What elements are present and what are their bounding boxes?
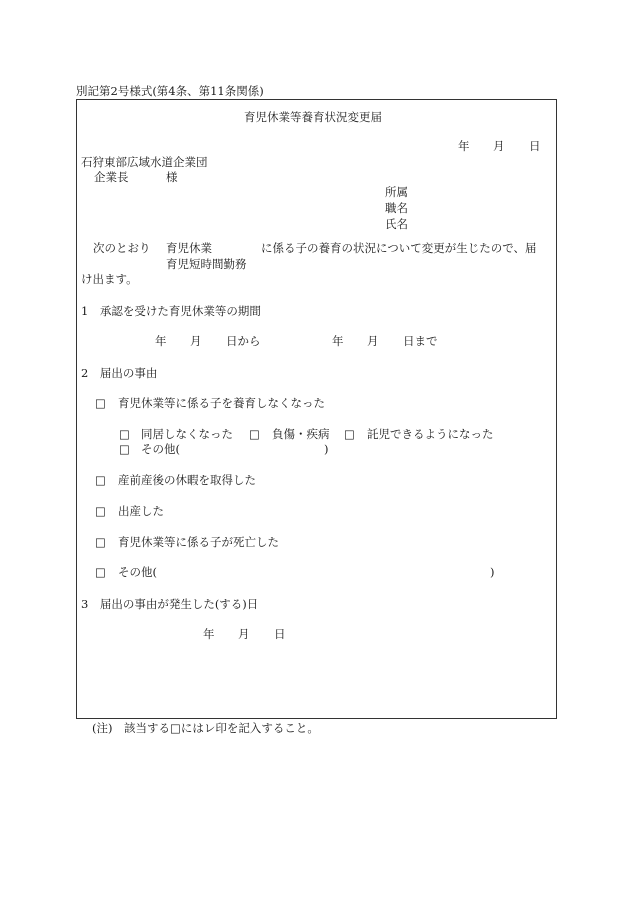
sub-reason-other-close: ) bbox=[324, 442, 329, 456]
date-day: 日 bbox=[529, 139, 541, 153]
checkbox-sub-injury[interactable]: □ bbox=[249, 427, 260, 441]
occurrence-day: 日 bbox=[274, 627, 286, 641]
reason-3-label: 出産した bbox=[118, 504, 164, 518]
reason-4-label: 育児休業等に係る子が死亡した bbox=[118, 535, 279, 549]
applicant-dept-label: 所属 bbox=[385, 185, 408, 199]
checkbox-sub-daycare[interactable]: □ bbox=[344, 427, 355, 441]
applicant-job-label: 職名 bbox=[385, 201, 408, 215]
checkbox-reason-2[interactable]: □ bbox=[95, 473, 106, 487]
intro-option-leave: 育児休業 bbox=[166, 241, 212, 255]
recipient-org: 石狩東部広域水道企業団 bbox=[81, 155, 208, 169]
checkbox-reason-3[interactable]: □ bbox=[95, 504, 106, 518]
checkbox-reason-1[interactable]: □ bbox=[95, 396, 106, 410]
occurrence-month: 月 bbox=[238, 627, 250, 641]
checkbox-reason-other[interactable]: □ bbox=[95, 565, 106, 579]
form-title: 育児休業等養育状況変更届 bbox=[244, 110, 382, 124]
section3-heading: 3 届出の事由が発生した(する)日 bbox=[81, 597, 259, 611]
sub-reason-injury: 負傷・疾病 bbox=[272, 427, 330, 441]
applicant-name-label: 氏名 bbox=[385, 217, 408, 231]
section2-heading: 2 届出の事由 bbox=[81, 366, 158, 380]
section1-heading: 1 承認を受けた育児休業等の期間 bbox=[81, 304, 261, 318]
reason-other-label: その他( bbox=[118, 565, 157, 579]
intro-text-1: 次のとおり bbox=[93, 241, 151, 255]
sub-reason-cohabit: 同居しなくなった bbox=[141, 427, 233, 441]
form-number-label: 別記第2号様式(第4条、第11条関係) bbox=[76, 84, 264, 98]
checkbox-sub-other[interactable]: □ bbox=[119, 442, 130, 456]
reason-1-label: 育児休業等に係る子を養育しなくなった bbox=[118, 396, 325, 410]
sub-reason-other: その他( bbox=[141, 442, 180, 456]
sub-reason-daycare: 託児できるようになった bbox=[367, 427, 494, 441]
checkbox-sub-cohabit[interactable]: □ bbox=[119, 427, 130, 441]
date-month: 月 bbox=[493, 139, 505, 153]
footnote: (注) 該当する□にはレ印を記入すること。 bbox=[92, 721, 319, 735]
period-to-month: 月 bbox=[367, 334, 379, 348]
reason-other-close: ) bbox=[490, 565, 495, 579]
reason-2-label: 産前産後の休暇を取得した bbox=[118, 473, 256, 487]
intro-text-2: に係る子の養育の状況について変更が生じたので、届 bbox=[261, 241, 537, 255]
period-to-day: 日まで bbox=[403, 334, 438, 348]
occurrence-year: 年 bbox=[203, 627, 215, 641]
intro-text-3: け出ます。 bbox=[81, 272, 138, 286]
period-from-year: 年 bbox=[155, 334, 167, 348]
period-from-day: 日から bbox=[226, 334, 261, 348]
date-year: 年 bbox=[458, 139, 470, 153]
recipient-position: 企業長 bbox=[94, 170, 129, 184]
checkbox-reason-4[interactable]: □ bbox=[95, 535, 106, 549]
recipient-honorific: 様 bbox=[166, 170, 178, 184]
period-from-month: 月 bbox=[190, 334, 202, 348]
intro-option-short: 育児短時間勤務 bbox=[166, 257, 247, 271]
period-to-year: 年 bbox=[332, 334, 344, 348]
